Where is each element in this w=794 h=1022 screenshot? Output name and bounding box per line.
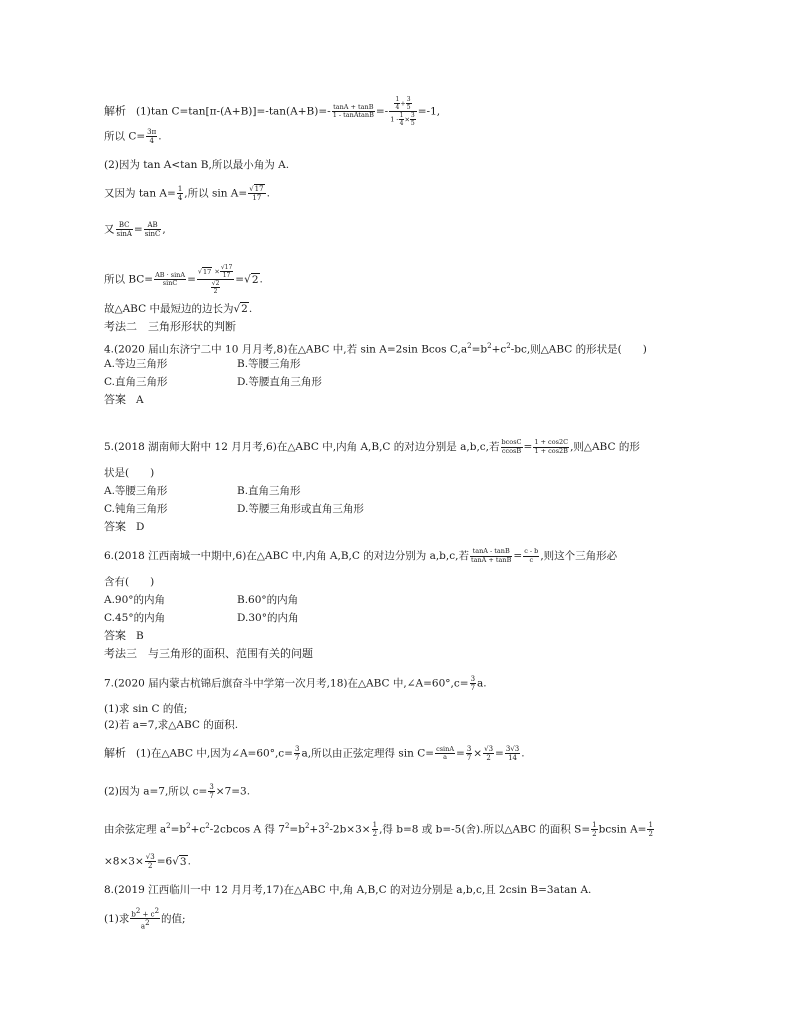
question-7-solution-1: 解析 (1)在△ABC 中,因为∠A=60°,c= $\frac{3}{7}$ a,所以由正弦定理得 sin C= $\frac{csinA}{a}$ = $\frac{3}{7}$ × $\frac{√3}{2}$ = $\frac{3√3}{14}$ . — [104, 744, 525, 762]
fraction: $\frac{√3}{2}$ — [484, 745, 494, 762]
section-title: 考法二 三角形形状的判断 — [104, 320, 236, 333]
option-c: C.钝角三角形 — [104, 503, 168, 515]
fraction: $\frac{3√3}{14}$ — [505, 745, 520, 762]
fraction: $\frac{c - b}{c}$ — [524, 547, 539, 564]
solution-line-7: 故△ABC 中最短边的边长为√2. — [104, 303, 253, 315]
fraction: $\frac{3}{7}$ — [294, 745, 300, 762]
question-6-stem: 6.(2018 江西南城一中期中,6)在△ABC 中,内角 A,B,C 的对边分别为 a,b,c,若 $\frac{\tan A - \tan B}{\tan A + \tan B}$ = $\frac{c - b}{c}$ ,则这个三角形必 — [104, 547, 618, 564]
fraction: $\frac{3}{7}$ — [209, 783, 214, 800]
fraction: $\frac{\tan A + \tan B}{\text{1 - tanAtanB}}$ — [332, 102, 374, 119]
question-6-options-row1 — [104, 593, 298, 607]
compound-fraction: √17 × $\frac{√17}{17}$ $\frac{√2}{2}$ — [197, 264, 233, 295]
option-b: B.等腰三角形 — [237, 358, 301, 370]
question-5-options-row2 — [104, 502, 364, 516]
option-d: D.等腰直角三角形 — [237, 376, 322, 388]
question-6-stem-cont: 含有( ) — [104, 576, 155, 588]
question-4-options-row2 — [104, 375, 322, 389]
fraction: $\frac{bcosC}{ccosB}$ — [501, 438, 522, 455]
solution-line-1: 解析 (1)tan C=tan[π-(A+B)]=-tan(A+B)=- $\frac{\tan A + \tan B}{\text{1 - tanAtanB}}$ =- $\frac{1}{4}$ + $\frac{3}{5}$ 1 - $\frac{1}{4}$ × $\frac{3}{5}$ =-1, — [104, 96, 441, 127]
fraction: $\frac{\tan A - \tan B}{\tan A + \tan B}$ — [470, 547, 512, 564]
question-8-stem: 8.(2019 江西临川一中 12 月月考,17)在△ABC 中,角 A,B,C 的对边分别是 a,b,c,且 2csin B=3atan A. — [104, 884, 592, 896]
compound-fraction: $\frac{1}{4}$ + $\frac{3}{5}$ 1 - $\frac{1}{4}$ × $\frac{3}{5}$ — [390, 96, 415, 127]
option-a: A.等边三角形 — [104, 358, 168, 370]
question-7-part-1: (1)求 sin C 的值; — [104, 703, 188, 715]
option-c: C.直角三角形 — [104, 376, 168, 388]
question-4-options-row1 — [104, 357, 301, 371]
fraction: $\frac{3}{7}$ — [466, 745, 472, 762]
fraction: $\frac{√3}{2}$ — [145, 853, 155, 870]
question-6-answer: 答案 B — [104, 629, 144, 642]
fraction: $\frac{3}{7}$ — [470, 675, 476, 692]
solution-label: 解析 — [104, 104, 126, 118]
option-a: A.90°的内角 — [104, 594, 166, 606]
option-b: B.直角三角形 — [237, 485, 301, 497]
question-5-answer: 答案 D — [104, 520, 145, 533]
fraction: $\frac{1}{2}$ — [648, 821, 653, 838]
fraction: $\frac{AB \cdot \sin A}{\sin C}$ — [155, 270, 186, 287]
fraction: $\frac{1 + \cos 2C}{1 + \cos 2B}$ — [534, 438, 569, 455]
section-title: 考法三 与三角形的面积、范围有关的问题 — [104, 647, 313, 660]
question-7-stem: 7.(2020 届内蒙古杭锦后旗奋斗中学第一次月考,18)在△ABC 中,∠A=60°,c= $\frac{3}{7}$ a. — [104, 675, 487, 692]
question-4-stem: 4.(2020 届山东济宁二中 10 月月考,8)在△ABC 中,若 sin A=2sin Bcos $C,a^2=b^2+c^2-bc$,则△ABC 的形状是( ) — [104, 342, 647, 356]
fraction: $\frac{3\pi}{4}$ — [147, 128, 157, 145]
option-d: D.等腰三角形或直角三角形 — [237, 503, 364, 515]
question-7-solution-4: ×8×3× $\frac{√3}{2}$ =6√3. — [104, 853, 191, 870]
option-a: A.等腰三角形 — [104, 485, 168, 497]
question-5-stem-cont: 状是( ) — [104, 467, 155, 479]
question-7-solution-2: (2)因为 a=7,所以 c= $\frac{3}{7}$ ×7=3. — [104, 783, 251, 800]
question-5-stem: 5.(2018 湖南师大附中 12 月月考,6)在△ABC 中,内角 A,B,C 的对边分别是 a,b,c,若 $\frac{bcosC}{ccosB}$ = $\frac{1 + \cos 2C}{1 + \cos 2B}$ ,则△ABC 的形 — [104, 438, 640, 455]
question-5-options-row1 — [104, 484, 301, 498]
option-d: D.30°的内角 — [237, 612, 299, 624]
fraction: $\frac{csinA}{a}$ — [436, 744, 455, 761]
question-8-part-1: (1)求 $\frac{b^2 + c^2}{a^2}$ 的值; — [104, 907, 186, 931]
fraction: $\frac{b^2 + c^2}{a^2}$ — [131, 907, 160, 931]
solution-line-4: 又因为 tan A= $\frac{1}{4}$ ,所以 sin A= $\frac{√17}{17}$ . — [104, 185, 270, 202]
question-6-options-row2 — [104, 611, 299, 625]
fraction: $\frac{1}{2}$ — [372, 821, 378, 838]
fraction: $\frac{1}{4}$ — [177, 185, 183, 202]
question-7-part-2: (2)若 a=7,求△ABC 的面积. — [104, 719, 239, 731]
fraction: $\frac{1}{2}$ — [592, 821, 597, 838]
option-b: B.60°的内角 — [237, 594, 299, 606]
question-4-answer: 答案 A — [104, 393, 144, 406]
fraction: $\frac{√17}{17}$ — [249, 185, 264, 202]
question-7-solution-3: 由余弦定理 $a^2=b^2+c^2-2cbcos$ A 得 $7^2=b^2+3^2-2b\times 3\times$ $\frac{1}{2}$ ,得 b=8 或 b=-5(舍).所以△ABC 的面积 S= $\frac{1}{2}$ bcsin A= $\frac{1}{2}$ — [104, 821, 653, 838]
fraction: $\frac{AB}{\sin C}$ — [144, 221, 161, 238]
solution-line-5: 又 $\frac{BC}{\sin A}$ = $\frac{AB}{\sin C}$ , — [104, 221, 166, 238]
solution-line-6: 所以 BC= $\frac{AB \cdot \sin A}{\sin C}$ = √17 × $\frac{√17}{17}$ $\frac{√2}{2}$ =√2. — [104, 264, 263, 295]
fraction: $\frac{BC}{\sin A}$ — [116, 221, 132, 238]
solution-line-2: 所以 C= $\frac{3\pi}{4}$ . — [104, 128, 162, 145]
option-c: C.45°的内角 — [104, 612, 166, 624]
solution-line-3: (2)因为 tan A<tan B,所以最小角为 A. — [104, 159, 290, 171]
